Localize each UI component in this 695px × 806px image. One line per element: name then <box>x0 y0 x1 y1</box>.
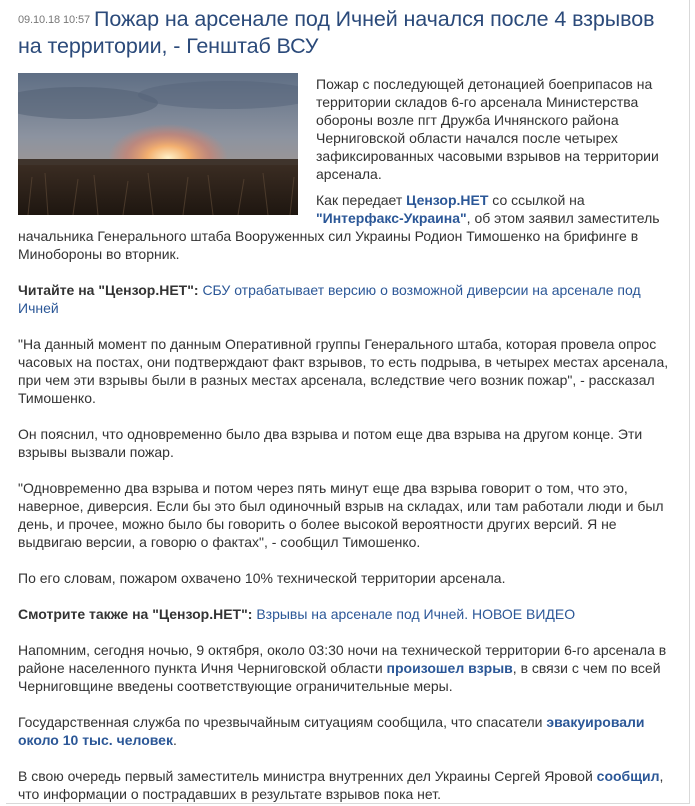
reported-link[interactable]: сообщил <box>596 768 660 784</box>
paragraph-8-text-a: Государственная служба по чрезвычайным ситуациям сообщила, что спасатели <box>18 714 547 730</box>
paragraph-2-text-c: , об этом заявил заместитель начальника Генерального штаба Вооруженных сил Украины Родион Тимошенко на брифинге в Минобороны во вторник. <box>18 210 660 262</box>
paragraph-2-text-b: со ссылкой на <box>488 192 585 208</box>
paragraph-8 <box>18 713 673 749</box>
explosion-link[interactable]: произошел взрыв <box>386 660 513 676</box>
article-title-text: Пожар на арсенале под Ичней начался после 4 взрывов на территории, - Генштаб ВСУ <box>18 7 655 58</box>
paragraph-6: По его словам, пожаром охвачено 10% технической территории арсенала. <box>18 570 506 586</box>
article-title <box>18 6 673 59</box>
article-date: 09.10.18 10:57 <box>18 14 91 26</box>
see-also-link[interactable]: Взрывы на арсенале под Ичней. НОВОЕ ВИДЕО <box>256 606 576 622</box>
read-also-link[interactable]: СБУ отрабатывает версию о возможной диверсии на арсенале под Ичней <box>18 282 641 316</box>
read-also-label: Читайте на "Цензор.НЕТ": <box>18 282 199 298</box>
paragraph-2-text-a: Как передает <box>316 192 407 208</box>
paragraph-9-text-b: , что информации о пострадавших в результате взрывов пока нет. <box>18 768 664 802</box>
paragraph-9 <box>18 767 673 803</box>
see-also <box>18 605 673 623</box>
paragraph-5: "Одновременно два взрыва и потом через пять минут еще два взрыва говорит о том, что это, наверное, диверсия. Если бы это был одиночный взрыв на складах, или там работали люди и был день, и прочее, можно было бы говорить о более высокой вероятности других версий. Я не выдвигаю версии, а говорю о фактах", - сообщил Тимошенко. <box>18 480 664 550</box>
explosion-photo <box>18 73 298 215</box>
paragraph-7-text-a: Напомним, сегодня ночью, 9 октября, около 03:30 ночи на технической территории 6-го арсенала в районе населенного пункта Ичня Черниговской области <box>18 642 667 676</box>
article-photo <box>18 73 298 215</box>
read-also <box>18 281 673 317</box>
paragraph-9-text-a: В свою очередь первый заместитель министра внутренних дел Украины Сергей Яровой <box>18 768 597 784</box>
article <box>18 6 673 803</box>
paragraph-7 <box>18 641 673 695</box>
see-also-label: Смотрите также на "Цензор.НЕТ": <box>18 606 253 622</box>
paragraph-1: Пожар с последующей детонацией боеприпасов на территории складов 6-го арсенала Министерства обороны возле пгт Дружба Ичнянского района Черниговской области начался после четырех зафиксированных часовыми взрывов на территории арсенала. <box>316 76 659 182</box>
censor-net-link[interactable]: Цензор.НЕТ <box>406 192 489 208</box>
interfax-link[interactable]: "Интерфакс-Украина" <box>316 210 467 226</box>
paragraph-8-text-b: . <box>172 732 177 748</box>
paragraph-4: Он пояснил, что одновременно было два взрыва и потом еще два взрыва на другом конце. Эти взрывы вызвали пожар. <box>18 426 643 460</box>
paragraph-7-text-b: , в связи с чем по всей Черниговщине введены соответствующие ограничительные меры. <box>18 660 661 694</box>
evacuated-link[interactable]: эвакуировали около 10 тыс. человек <box>18 714 645 748</box>
paragraph-3: "На данный момент по данным Оперативной группы Генерального штаба, которая провела опрос часовых на постах, они подтверждают факт взрывов, то есть подрыва, в четырех местах арсенала, при чем эти взрывы были в разных местах арсенала, вследствие чего возник пожар", - рассказал Тимошенко. <box>18 336 669 406</box>
